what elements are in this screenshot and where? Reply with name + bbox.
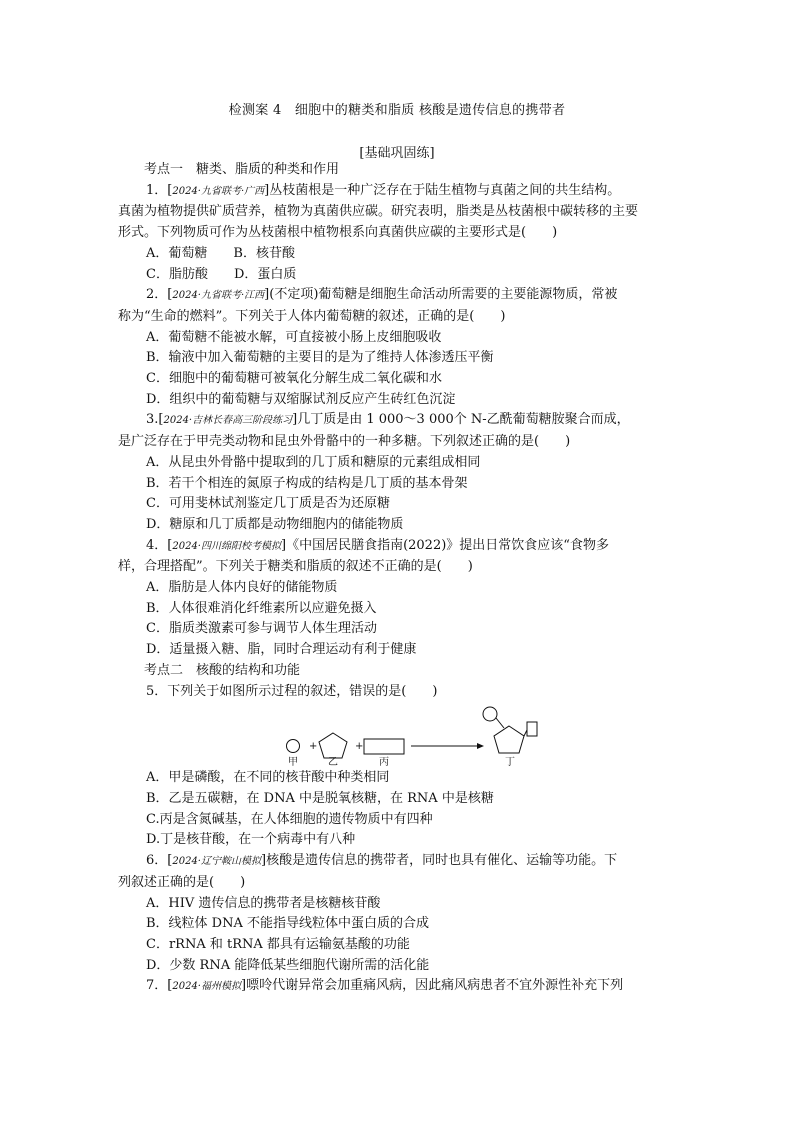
question-source: 2024·福州模拟 [172,981,241,993]
section-heading: [基础巩固练] [359,146,435,161]
question-2-option-c: C．细胞中的葡萄糖可被氧化分解生成二氧化碳和水 [146,371,442,387]
question-source: 2024·四川绵阳校考模拟 [172,540,281,552]
nucleotide-base [527,722,537,736]
topic-heading-2: 考点二 核酸的结构和功能 [144,662,301,678]
question-source: 2024·九省联考·广西 [172,185,265,197]
question-5-option-a: A．甲是磷酸，在不同的核苷酸中种类相同 [146,770,390,786]
question-1-line-3: 形式。下列物质可作为丛枝菌根中植物根系向真菌供应碳的主要形式是( ) [118,225,558,241]
label-jia: 甲 [288,757,298,769]
question-4-option-d: D．适量摄入糖、脂，同时合理运动有利于健康 [146,642,417,658]
page-title: 检测案 4 细胞中的糖类和脂质 核酸是遗传信息的携带者 [228,103,566,118]
question-3-stem: 3.[2024·吉林长春高三阶段练习]几丁质是由 1 000～3 000个 N-乙酰葡萄糖胺聚合而成， [146,412,630,428]
question-3-option-d: D．糖原和几丁质都是动物细胞内的储能物质 [146,516,404,532]
plus-sign-1: + [309,741,318,753]
question-6-option-c: C．rRNA 和 tRNA 都具有运输氨基酸的功能 [146,936,410,952]
question-1-stem: 1．[2024·九省联考·广西]丛枝菌根是一种广泛存在于陆生植物与真菌之间的共生结构。 [146,182,621,198]
question-4-option-a: A．脂肪是人体内良好的储能物质 [146,580,338,596]
label-yi: 乙 [328,757,338,769]
nucleotide-phosphate [483,707,497,721]
question-4-option-b: B．人体很难消化纤维素所以应避免摄入 [146,600,377,616]
question-6-line-2: 列叙述正确的是( ) [118,874,246,890]
question-6-option-d: D．少数 RNA 能降低某些细胞代谢所需的活化能 [146,957,430,973]
question-1-line-2: 真菌为植物提供矿质营养，植物为真菌供应碳。研究表明，脂类是丛枝菌根中碳转移的主要 [118,204,639,220]
question-2-option-b: B．输液中加入葡萄糖的主要目的是为了维持人体渗透压平衡 [146,350,494,366]
phosphate-circle [287,740,300,753]
question-5-option-b: B．乙是五碳糖，在 DNA 中是脱氧核糖，在 RNA 中是核糖 [146,790,494,806]
question-2-stem: 2．[2024·九省联考·江西](不定项)葡萄糖是细胞生命活动所需要的主要能源物质，常被 [146,287,618,303]
question-6-stem: 6．[2024·辽宁鞍山模拟]核酸是遗传信息的携带者，同时也具有催化、运输等功能。下 [146,853,618,869]
question-source: 2024·辽宁鞍山模拟 [172,856,261,868]
question-3-option-c: C．可用斐林试剂鉴定几丁质是否为还原糖 [146,496,390,512]
question-list [118,160,686,998]
label-bing: 丙 [379,757,389,769]
question-6-option-b: B．线粒体 DNA 不能指导线粒体中蛋白质的合成 [146,916,430,932]
question-2-line-2: 称为“生命的燃料”。下列关于人体内葡萄糖的叙述，正确的是( ) [118,308,506,324]
question-1-options-ab: A．葡萄糖 B．核苷酸 [146,245,295,261]
question-4-stem: 4．[2024·四川绵阳校考模拟]《中国居民膳食指南(2022)》提出日常饮食应该“食物多 [146,537,609,553]
nucleotide-diagram [118,702,686,768]
topic-heading-1: 考点一 糖类、脂质的种类和作用 [144,162,340,177]
question-source: 2024·九省联考·江西 [172,290,265,302]
question-6-option-a: A．HIV 遗传信息的携带者是核糖核苷酸 [146,895,381,911]
plus-sign-2: + [355,741,364,753]
nucleotide-pentose [494,726,524,753]
question-4-line-2: 样，合理搭配”。下列关于糖类和脂质的叙述不正确的是( ) [118,559,473,575]
question-2-option-d: D．组织中的葡萄糖与双缩脲试剂反应产生砖红色沉淀 [146,391,456,407]
question-5-stem: 5．下列关于如图所示过程的叙述，错误的是( ) [146,683,438,699]
base-rectangle [364,739,404,754]
question-3-option-b: B．若干个相连的氮原子构成的结构是几丁质的基本骨架 [146,475,468,491]
question-5-option-d: D.丁是核苷酸，在一个病毒中有八种 [146,832,356,848]
arrow-head [477,743,484,749]
question-1-options-cd: C．脂肪酸 D．蛋白质 [146,266,297,282]
question-3-line-2: 是广泛存在于甲壳类动物和昆虫外骨骼中的一种多糖。下列叙述正确的是( ) [118,434,571,450]
question-5-option-c: C.丙是含氮碱基，在人体细胞的遗传物质中有四种 [146,811,433,827]
question-2-option-a: A．葡萄糖不能被水解，可直接被小肠上皮细胞吸收 [146,329,442,345]
question-source: 2024·吉林长春高三阶段练习 [163,415,293,427]
question-7-stem: 7．[2024·福州模拟]嘌呤代谢异常会加重痛风病，因此痛风病患者不宜外源性补充下列 [146,978,624,994]
pentose-pentagon [319,733,347,758]
label-ding: 丁 [505,757,515,769]
question-3-option-a: A．从昆虫外骨骼中提取到的几丁质和糖原的元素组成相同 [146,454,481,470]
phosphate-bond [496,718,504,728]
question-4-option-c: C．脂质类激素可参与调节人体生理活动 [146,621,377,637]
nucleotide-diagram-svg [268,702,538,768]
